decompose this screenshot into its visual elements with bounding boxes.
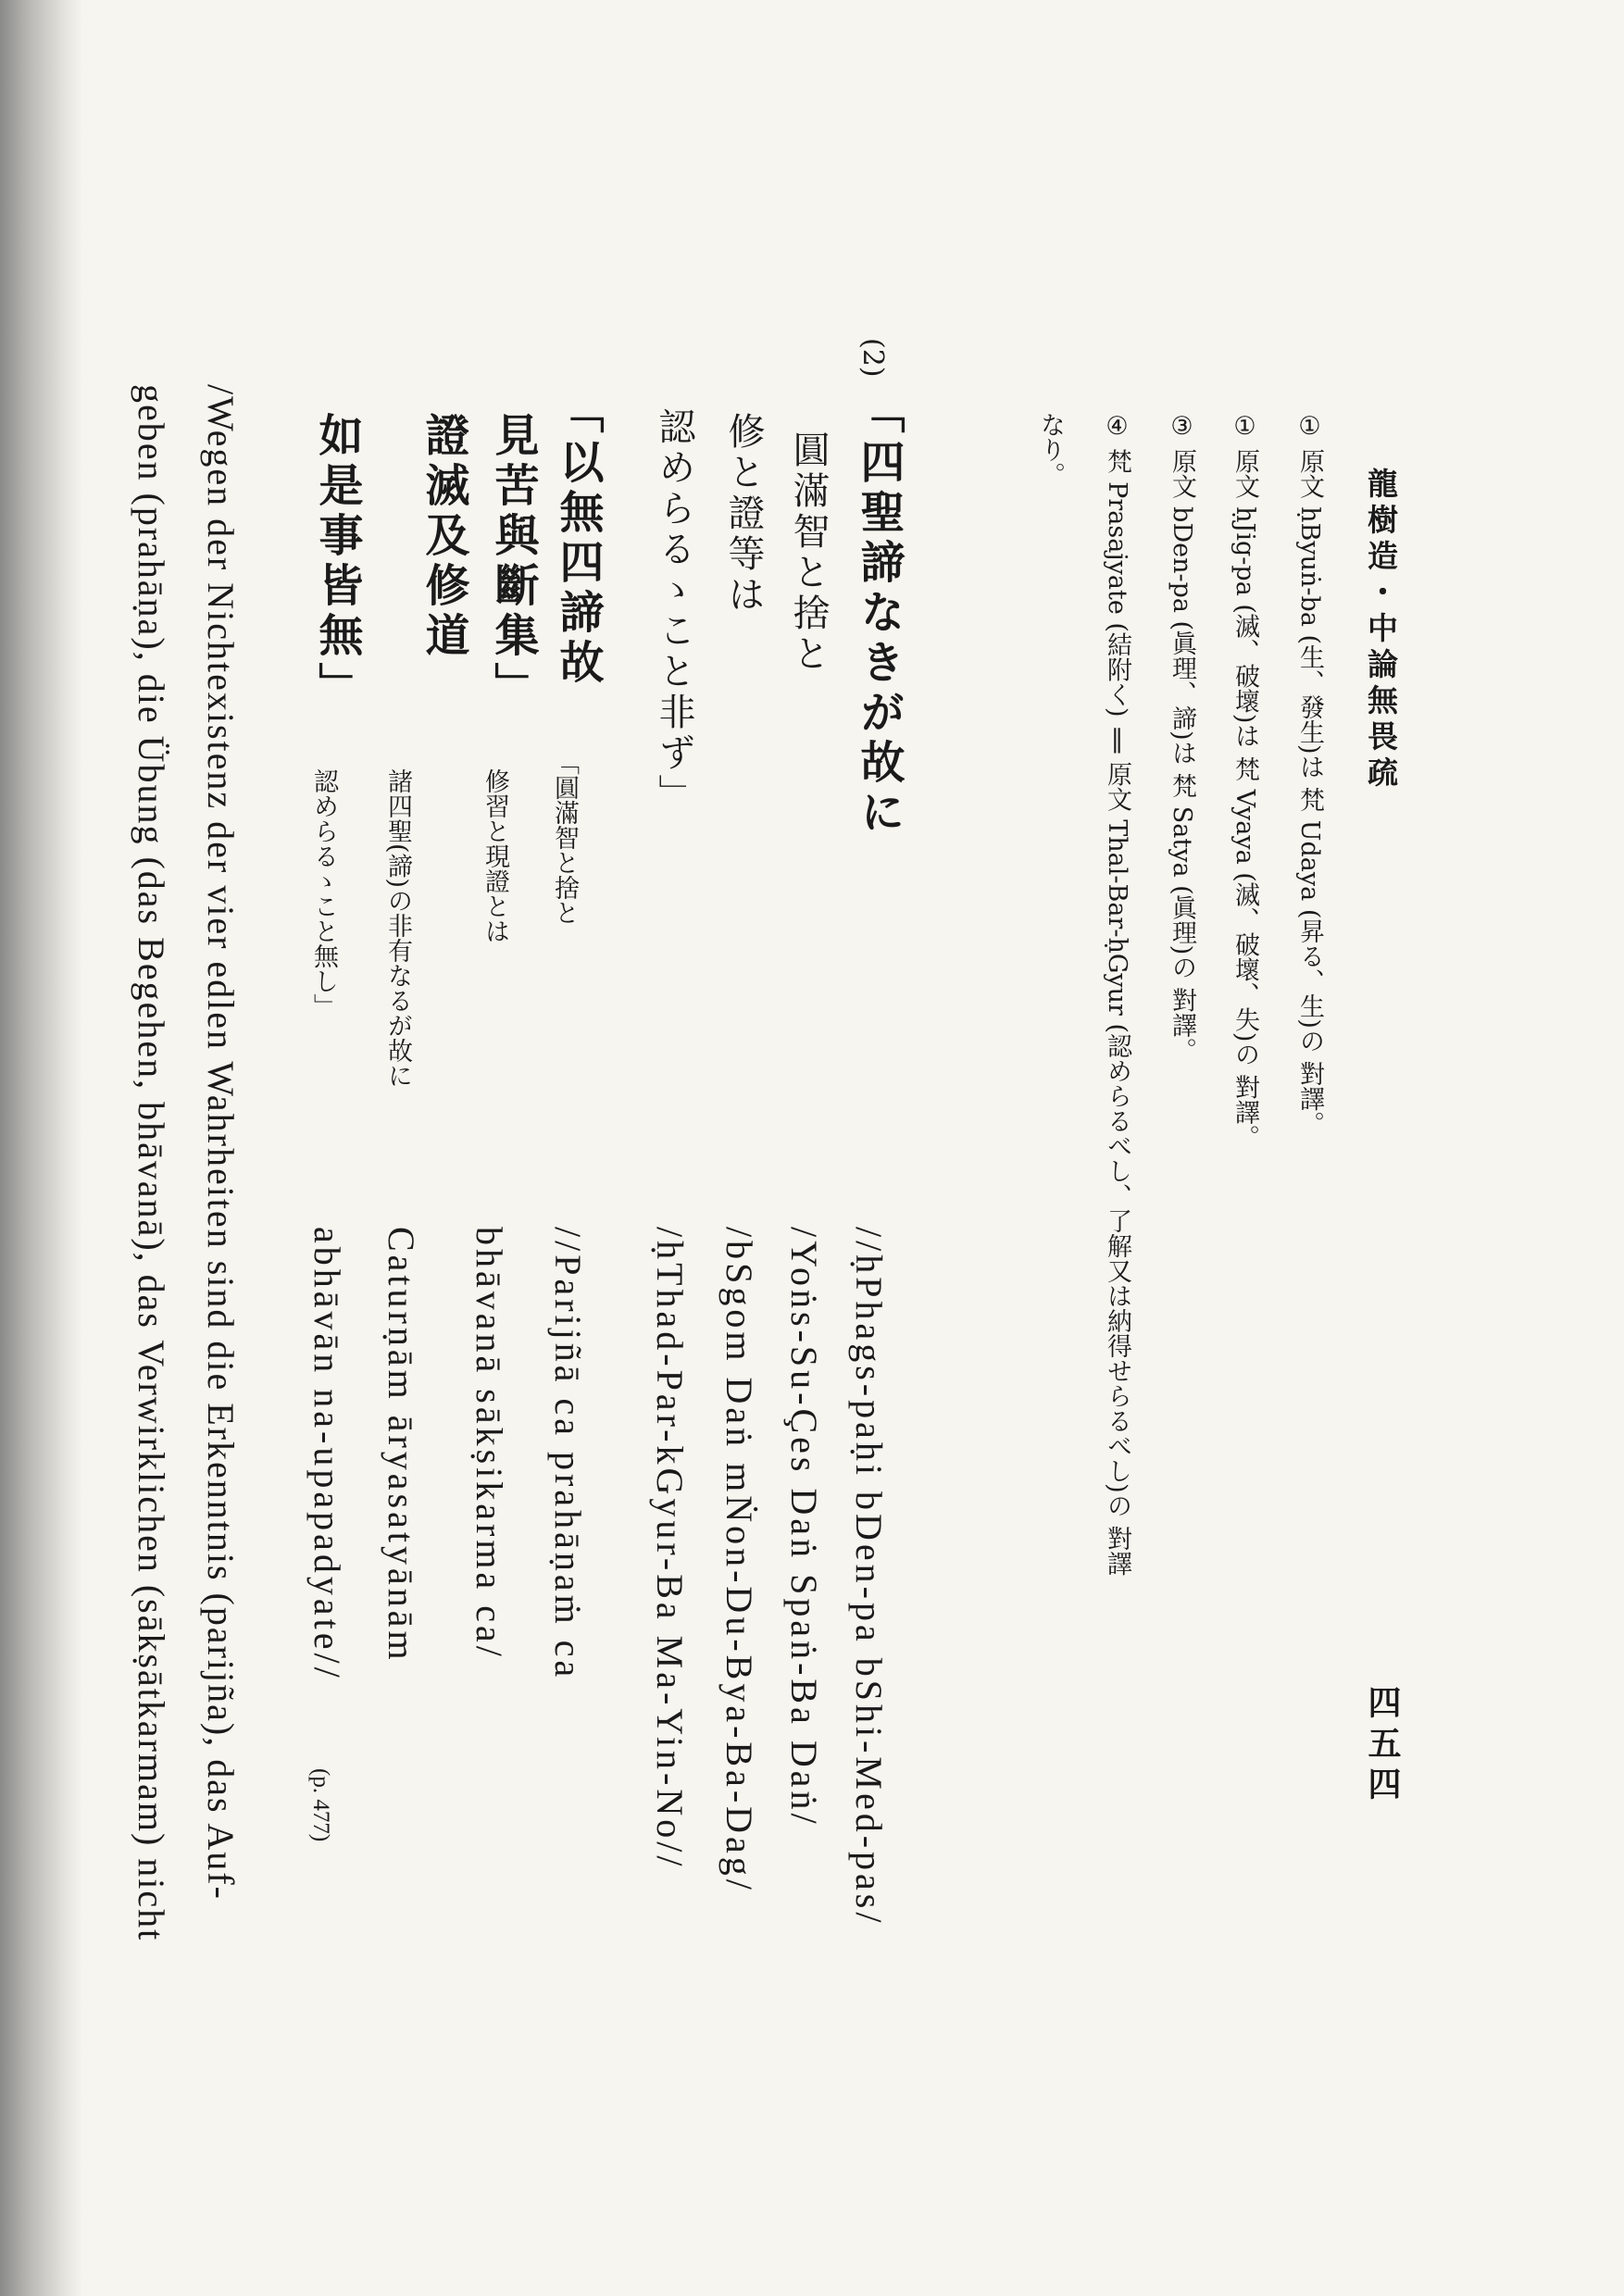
jp-translation-line-1: 「四聖諦なきが故に — [853, 389, 905, 839]
sanskrit-line-4: abhāvān na-upapadyate// — [306, 1227, 348, 1681]
jp-translation-line-3: 修と證等は — [722, 412, 765, 616]
sanskrit-line-2: bhāvanā sākṣikarma ca/ — [468, 1227, 510, 1660]
chinese-verse-line-2: 見苦與斷集」 — [487, 412, 539, 712]
scan-edge-shadow — [0, 0, 83, 2296]
tibetan-line-1: //ḥPhags-paḥi bDen-pa bShi-Med-pas/ — [848, 1227, 890, 1927]
kundoku-line-4: 認めらるゝこと無し」 — [309, 768, 338, 1018]
sanskrit-line-1: //Parijñā ca prahāṇaṁ ca — [547, 1227, 589, 1681]
page-number: 四五四 — [1363, 1685, 1402, 1807]
german-line-1: /Wegen der Nichtexistenz der vier edlen Wahrheiten sind die Erkenntnis (parijña), das Auf- — [200, 384, 242, 1901]
running-title: 龍樹造・中論無畏疏 — [1363, 468, 1399, 792]
chinese-verse-line-4: 如是事皆無」 — [311, 412, 363, 712]
tibetan-line-4: /ḥThad-Par-kGyur-Ba Ma-Yin-No// — [649, 1227, 691, 1870]
chinese-verse-line-3: 證滅及修道 — [418, 412, 469, 662]
german-line-2: geben (prahāṇa), die Übung (das Begehen, bhāvanā), das Verwirklichen (sākṣātkarmam) nicht — [131, 384, 172, 1942]
note-3: ③ 原文 bDen-pa (眞理、諦)は 梵 Satya (眞理)の 對譯。 — [1168, 412, 1196, 1063]
note-1: ① 原文 ḥByuṅ-ba (生、發生)は 梵 Udaya (昇る、生)の 對譯。 — [1295, 412, 1324, 1137]
note-4: ④ 梵 Prasajyate (結附く) ‖ 原文 Thal-Bar-ḥGyur (認めらるべし、了解又は納得せらるべし)の 對譯 — [1103, 412, 1131, 1577]
tibetan-line-3: /bSgom Daṅ mṄon-Du-Bya-Ba-Dag/ — [718, 1227, 760, 1893]
kundoku-line-3: 諸四聖(諦)の非有なるが故に — [383, 768, 412, 1089]
jp-translation-line-2: 圓滿智と捨と — [787, 430, 830, 675]
kundoku-line-1: 「圓滿智と捨と — [550, 750, 579, 925]
note-2: ① 原文 ḥJig-pa (滅、破壞)は 梵 Vyaya (滅、破壞、失)の 對譯。 — [1230, 412, 1259, 1150]
chinese-verse-line-1: 「以無四諦故 — [552, 389, 604, 689]
kundoku-line-2: 修習と現證とは — [481, 768, 509, 943]
section-marker: (2) — [856, 338, 889, 378]
tibetan-line-2: /Yoṅs-Su-Çes Daṅ Spaṅ-Ba Daṅ/ — [783, 1227, 825, 1828]
sanskrit-line-3: Caturṇām āryasatyānām — [381, 1227, 422, 1664]
jp-translation-line-4: 認めらるゝこと非ず」 — [653, 407, 695, 815]
sanskrit-page-ref: (p. 477) — [308, 1768, 333, 1842]
note-4-cont: なり。 — [1036, 412, 1065, 487]
